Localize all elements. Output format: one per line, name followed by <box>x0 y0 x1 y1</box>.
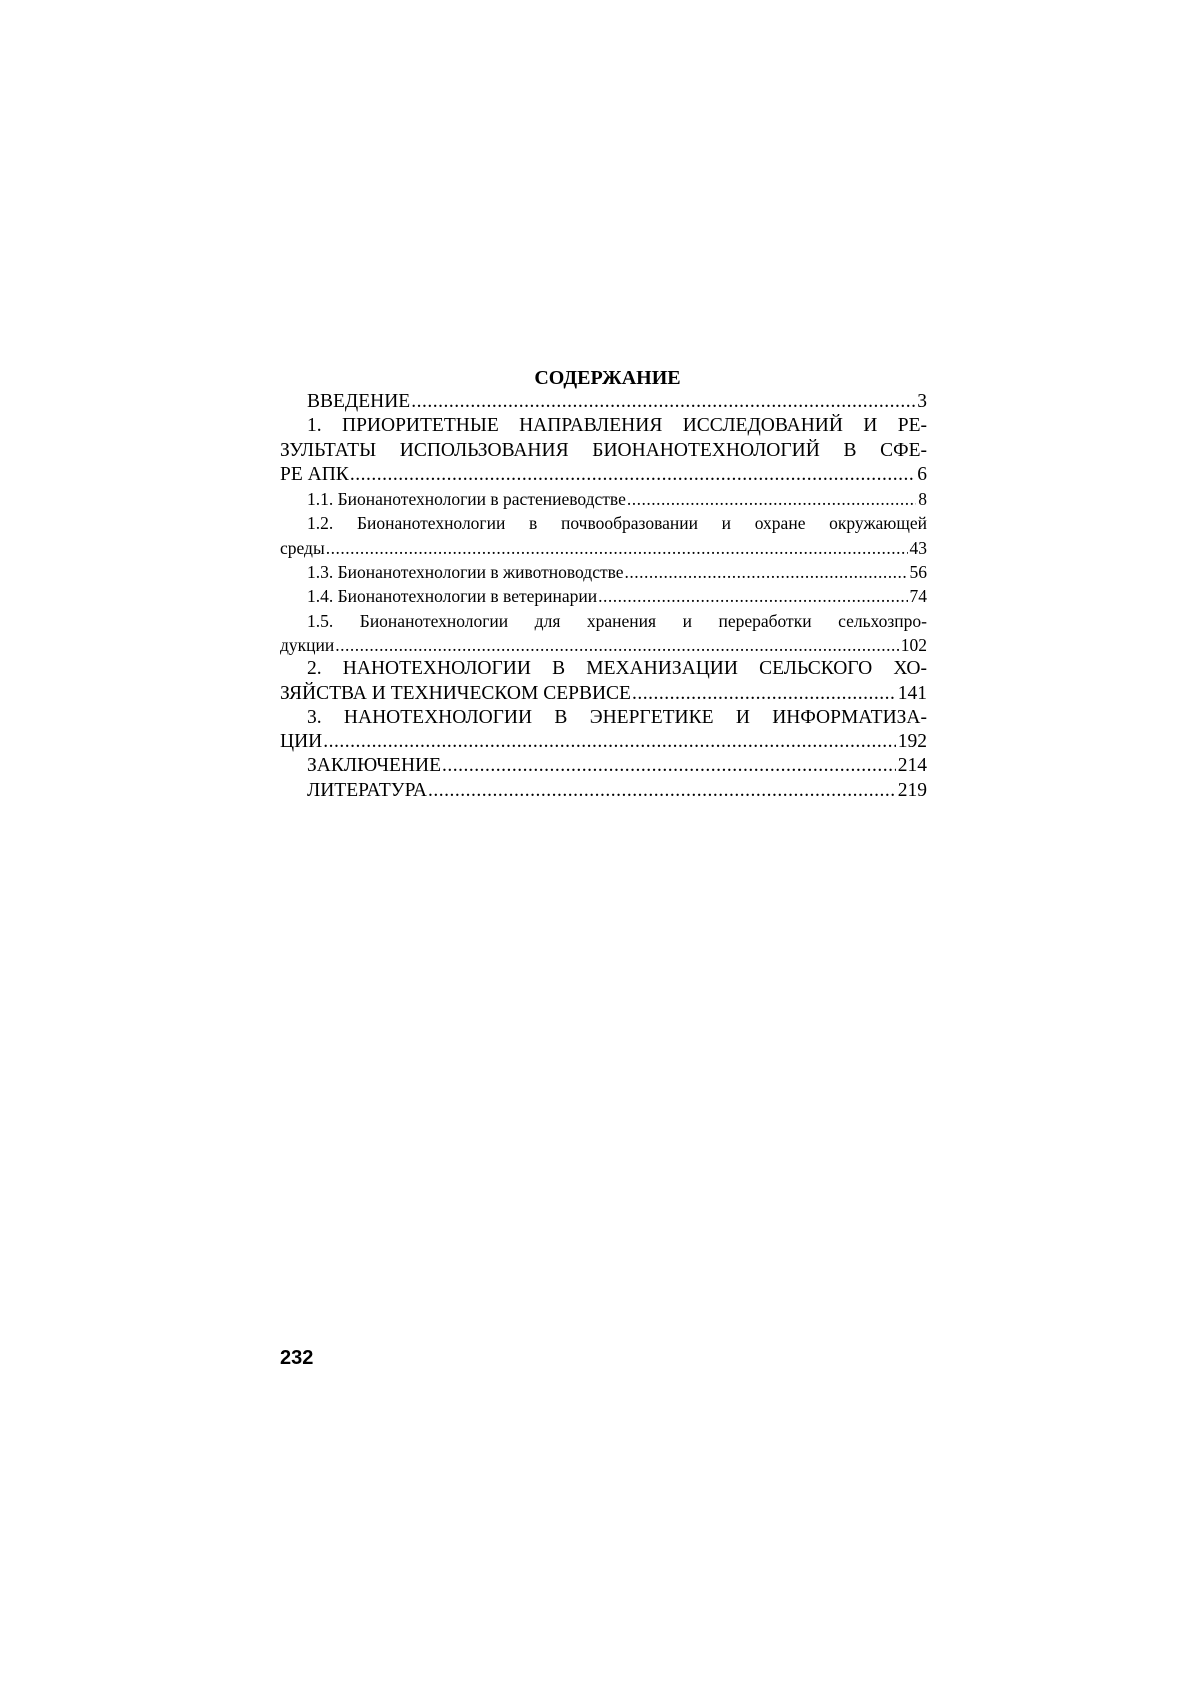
toc-entry-conclusion <box>280 754 927 778</box>
toc-entry-page: 74 <box>909 586 927 607</box>
toc-entry-s1-3 <box>280 560 927 584</box>
toc-entry-last-line <box>280 584 927 608</box>
toc-entry-line: ЗУЛЬТАТЫ ИСПОЛЬЗОВАНИЯ БИОНАНОТЕХНОЛОГИЙ В СФЕ- <box>280 439 927 461</box>
toc-entry-intro <box>280 390 927 414</box>
toc-entry-s1-2 <box>280 511 927 560</box>
toc-entry-page: 141 <box>897 682 927 704</box>
toc-entry-last-line <box>280 390 927 414</box>
toc-entry-page: 192 <box>897 731 927 753</box>
toc-entry-last-line <box>280 779 927 803</box>
dot-leader <box>625 560 908 584</box>
toc-entry-s1-5 <box>280 609 927 658</box>
table-of-contents <box>280 366 927 803</box>
toc-entry-last-line <box>280 682 927 706</box>
toc-entry-last-line <box>280 560 927 584</box>
toc-entry-page: 219 <box>897 779 927 801</box>
toc-entry-line: 3. НАНОТЕХНОЛОГИИ В ЭНЕРГЕТИКЕ И ИНФОРМАТИЗА- <box>307 706 927 728</box>
toc-entry-page: 56 <box>909 562 927 583</box>
toc-entries <box>280 390 927 803</box>
page-number: 232 <box>280 1347 314 1369</box>
toc-entry-label: РЕ АПК <box>280 463 349 485</box>
toc-entry-page: 43 <box>909 537 927 558</box>
toc-entry-label: ЛИТЕРАТУРА <box>307 779 427 801</box>
toc-entry-ch2 <box>280 657 927 706</box>
dot-leader <box>335 633 898 657</box>
toc-entry-line: 1.2. Бионанотехнологии в почвообразовании и охране окружающей <box>307 513 927 534</box>
toc-entry-ch3 <box>280 706 927 755</box>
toc-entry-last-line <box>280 536 927 560</box>
toc-entry-label: ЗАКЛЮЧЕНИЕ <box>307 755 442 777</box>
dot-leader <box>598 584 907 608</box>
toc-entry-label: ЦИИ <box>280 731 323 753</box>
dot-leader <box>632 682 896 706</box>
toc-entry-last-line <box>280 730 927 754</box>
toc-entry-s1-4 <box>280 584 927 608</box>
toc-entry-label: 1.4. Бионанотехнологии в ветеринарии <box>307 586 598 607</box>
toc-entry-page: 214 <box>897 755 927 777</box>
toc-entry-page: 3 <box>917 391 927 412</box>
toc-entry-line: 1. ПРИОРИТЕТНЫЕ НАПРАВЛЕНИЯ ИССЛЕДОВАНИЙ И РЕ- <box>307 415 927 437</box>
toc-entry-last-line <box>280 463 927 487</box>
dot-leader <box>323 730 896 754</box>
toc-entry-line: 1.5. Бионанотехнологии для хранения и переработки сельхозпро- <box>307 610 927 631</box>
toc-entry-last-line <box>280 754 927 778</box>
toc-entry-page: 6 <box>917 463 927 485</box>
toc-entry-s1-1 <box>280 487 927 511</box>
dot-leader <box>350 463 915 487</box>
dot-leader <box>442 754 896 778</box>
toc-entry-last-line <box>280 633 927 657</box>
toc-entry-literature <box>280 779 927 803</box>
dot-leader <box>428 779 896 803</box>
toc-entry-label: ВВЕДЕНИЕ <box>307 391 411 412</box>
dot-leader <box>326 536 908 560</box>
toc-entry-last-line <box>280 487 927 511</box>
dot-leader <box>411 390 915 414</box>
toc-entry-line: 2. НАНОТЕХНОЛОГИИ В МЕХАНИЗАЦИИ СЕЛЬСКОГО ХО- <box>307 658 927 680</box>
dot-leader <box>627 487 916 511</box>
toc-entry-page: 102 <box>900 634 927 655</box>
toc-entry-ch1 <box>280 414 927 487</box>
toc-entry-label: 1.3. Бионанотехнологии в животноводстве <box>307 562 624 583</box>
toc-entry-label: 1.1. Бионанотехнологии в растениеводстве <box>307 489 626 510</box>
toc-entry-label: среды <box>280 537 325 558</box>
toc-title: СОДЕРЖАНИЕ <box>534 367 681 389</box>
toc-entry-page: 8 <box>918 489 927 510</box>
toc-entry-label: ЗЯЙСТВА И ТЕХНИЧЕСКОМ СЕРВИСЕ <box>280 682 631 704</box>
toc-entry-label: дукции <box>280 634 335 655</box>
